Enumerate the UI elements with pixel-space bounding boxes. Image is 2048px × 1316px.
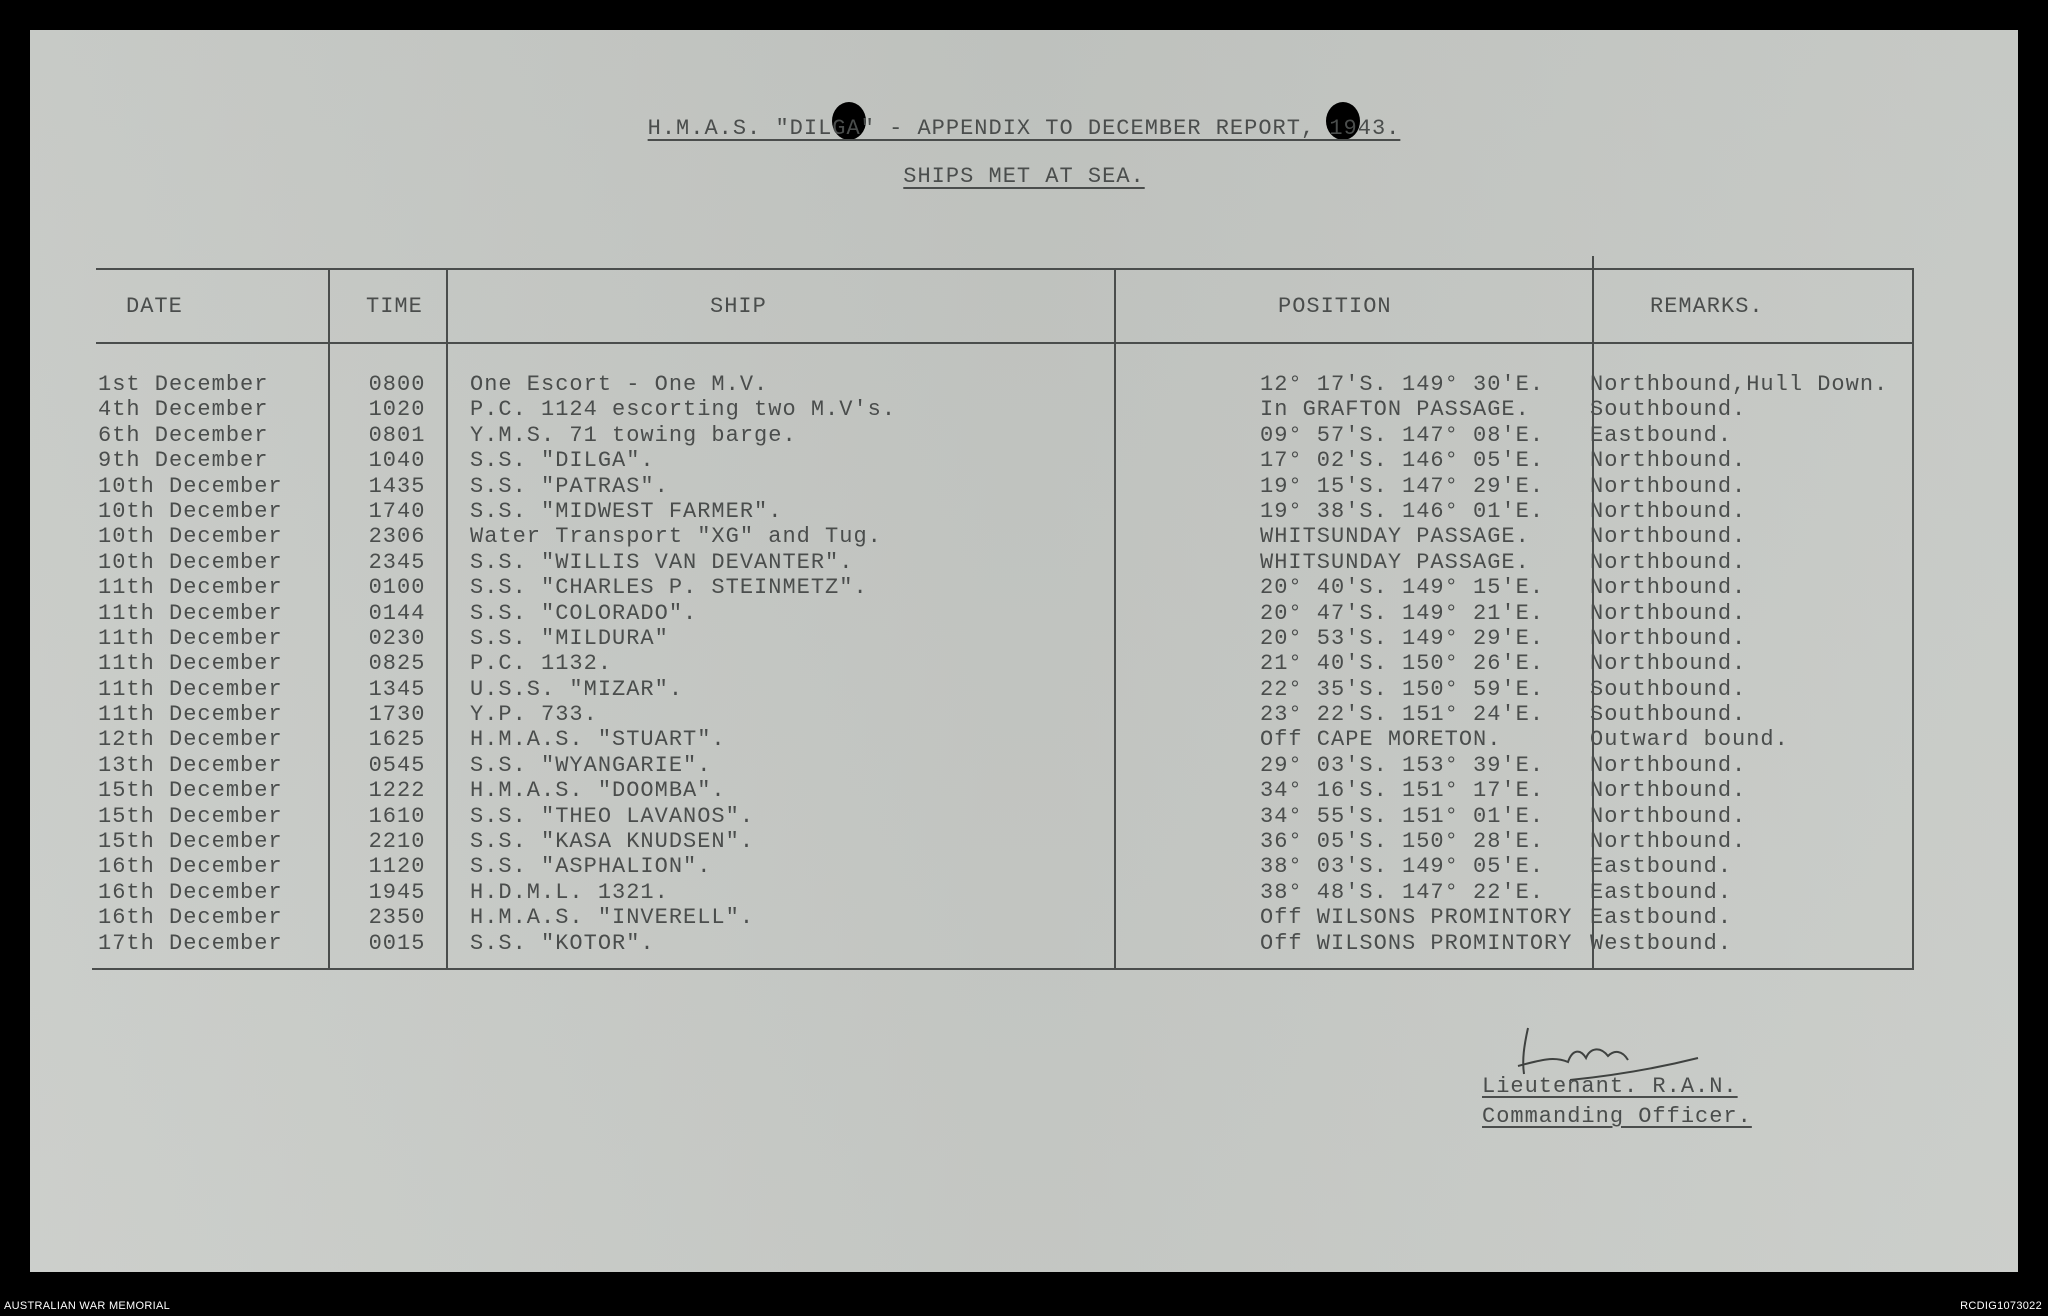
row-time: 0545: [368, 752, 426, 778]
table-row: [30, 575, 2018, 600]
table-row: [30, 702, 2018, 727]
row-ship: S.S. "COLORADO".: [470, 600, 698, 626]
row-remarks: Northbound.: [1590, 549, 1747, 575]
row-position: 12° 17'S. 149° 30'E.: [1260, 372, 1545, 397]
row-date: 4th December: [98, 397, 269, 423]
row-remarks: Eastbound.: [1590, 905, 1733, 931]
table-row: [30, 753, 2018, 778]
row-position: 36° 05'S. 150° 28'E.: [1260, 829, 1545, 855]
table-row: [30, 550, 2018, 575]
column-header-position: POSITION: [1278, 294, 1392, 319]
row-position: 21° 40'S. 150° 26'E.: [1260, 651, 1545, 677]
row-ship: U.S.S. "MIZAR".: [470, 676, 684, 702]
row-date: 11th December: [98, 702, 283, 728]
table-row: [30, 423, 2018, 448]
row-remarks: Northbound.: [1590, 600, 1747, 626]
row-time: 0100: [368, 575, 426, 601]
row-date: 11th December: [98, 625, 283, 651]
row-remarks: Southbound.: [1590, 397, 1747, 423]
row-position: 20° 47'S. 149° 21'E.: [1260, 600, 1545, 626]
row-time: 2345: [368, 549, 426, 575]
row-ship: S.S. "KOTOR".: [470, 930, 655, 956]
row-remarks: Outward bound.: [1590, 727, 1789, 753]
column-header-ship: SHIP: [710, 294, 767, 319]
row-position: 20° 40'S. 149° 15'E.: [1260, 575, 1545, 601]
table-row: [30, 397, 2018, 422]
row-date: 9th December: [98, 448, 269, 474]
table-row: [30, 829, 2018, 854]
row-date: 11th December: [98, 575, 283, 601]
row-position: In GRAFTON PASSAGE.: [1260, 397, 1530, 423]
row-time: 1040: [368, 448, 426, 474]
row-ship: S.S. "KASA KNUDSEN".: [470, 829, 755, 855]
column-header-remarks: REMARKS.: [1650, 294, 1764, 319]
row-remarks: Northbound.: [1590, 752, 1747, 778]
row-date: 11th December: [98, 676, 283, 702]
row-time: 1435: [368, 473, 426, 499]
row-position: 22° 35'S. 150° 59'E.: [1260, 676, 1545, 702]
row-time: 0800: [368, 372, 426, 397]
document-title: H.M.A.S. "DILGA" - APPENDIX TO DECEMBER REPORT, 1943.: [647, 116, 1401, 141]
row-time: 1730: [368, 702, 426, 728]
row-remarks: Northbound,Hull Down.: [1590, 372, 1889, 397]
footer-archive-credit: AUSTRALIAN WAR MEMORIAL: [4, 1300, 171, 1312]
row-remarks: Northbound.: [1590, 803, 1747, 829]
table-header-rule: [96, 342, 1914, 344]
table-row: [30, 499, 2018, 524]
row-position: 20° 53'S. 149° 29'E.: [1260, 625, 1545, 651]
table-row: [30, 651, 2018, 676]
row-position: 38° 48'S. 147° 22'E.: [1260, 879, 1545, 905]
table-row: [30, 804, 2018, 829]
row-position: 38° 03'S. 149° 05'E.: [1260, 854, 1545, 880]
row-ship: S.S. "WILLIS VAN DEVANTER".: [470, 549, 854, 575]
row-date: 15th December: [98, 778, 283, 804]
row-remarks: Eastbound.: [1590, 879, 1733, 905]
row-date: 16th December: [98, 879, 283, 905]
row-date: 10th December: [98, 473, 283, 499]
row-time: 0015: [368, 930, 426, 956]
table-row: [30, 626, 2018, 651]
row-ship: Y.M.S. 71 towing barge.: [470, 422, 797, 448]
row-remarks: Northbound.: [1590, 829, 1747, 855]
row-date: 10th December: [98, 549, 283, 575]
row-date: 11th December: [98, 600, 283, 626]
row-position: Off WILSONS PROMINTORY: [1260, 930, 1573, 956]
row-ship: S.S. "PATRAS".: [470, 473, 669, 499]
table-row: [30, 601, 2018, 626]
row-date: 16th December: [98, 854, 283, 880]
table-row: [30, 372, 2018, 397]
row-position: 34° 55'S. 151° 01'E.: [1260, 803, 1545, 829]
row-ship: S.S. "THEO LAVANOS".: [470, 803, 755, 829]
row-position: 19° 15'S. 147° 29'E.: [1260, 473, 1545, 499]
row-date: 16th December: [98, 905, 283, 931]
row-time: 0801: [368, 422, 426, 448]
row-position: 17° 02'S. 146° 05'E.: [1260, 448, 1545, 474]
row-ship: S.S. "CHARLES P. STEINMETZ".: [470, 575, 868, 601]
row-position: 23° 22'S. 151° 24'E.: [1260, 702, 1545, 728]
row-date: 11th December: [98, 651, 283, 677]
row-time: 1020: [368, 397, 426, 423]
row-ship: S.S. "ASPHALION".: [470, 854, 712, 880]
row-time: 0230: [368, 625, 426, 651]
row-remarks: Northbound.: [1590, 473, 1747, 499]
row-time: 1120: [368, 854, 426, 880]
row-date: 6th December: [98, 422, 269, 448]
row-remarks: Northbound.: [1590, 625, 1747, 651]
column-header-time: TIME: [366, 294, 423, 319]
document-subtitle: SHIPS MET AT SEA.: [903, 164, 1145, 189]
table-body: [30, 372, 2018, 956]
row-ship: One Escort - One M.V.: [470, 372, 769, 397]
row-ship: H.D.M.L. 1321.: [470, 879, 669, 905]
table-row: [30, 931, 2018, 956]
footer-record-id: RCDIG1073022: [1960, 1300, 2042, 1312]
row-remarks: Eastbound.: [1590, 422, 1733, 448]
row-time: 0144: [368, 600, 426, 626]
signatory-role: Commanding Officer.: [1482, 1104, 1752, 1129]
row-time: 2350: [368, 905, 426, 931]
row-remarks: Westbound.: [1590, 930, 1733, 956]
row-ship: P.C. 1132.: [470, 651, 613, 677]
row-ship: P.C. 1124 escorting two M.V's.: [470, 397, 897, 423]
row-time: 1740: [368, 498, 426, 524]
row-date: 10th December: [98, 498, 283, 524]
row-time: 1222: [368, 778, 426, 804]
row-time: 0825: [368, 651, 426, 677]
row-remarks: Southbound.: [1590, 676, 1747, 702]
row-ship: S.S. "DILGA".: [470, 448, 655, 474]
row-remarks: Northbound.: [1590, 778, 1747, 804]
row-time: 1345: [368, 676, 426, 702]
row-date: 10th December: [98, 524, 283, 550]
row-ship: S.S. "MIDWEST FARMER".: [470, 498, 783, 524]
row-ship: S.S. "MILDURA": [470, 625, 669, 651]
row-date: 17th December: [98, 930, 283, 956]
row-position: 34° 16'S. 151° 17'E.: [1260, 778, 1545, 804]
table-row: [30, 474, 2018, 499]
signature-block: [1482, 1072, 1752, 1132]
column-header-date: DATE: [126, 294, 183, 319]
row-remarks: Northbound.: [1590, 651, 1747, 677]
row-ship: H.M.A.S. "STUART".: [470, 727, 726, 753]
row-position: WHITSUNDAY PASSAGE.: [1260, 549, 1530, 575]
row-remarks: Northbound.: [1590, 575, 1747, 601]
row-time: 2210: [368, 829, 426, 855]
row-position: Off CAPE MORETON.: [1260, 727, 1502, 753]
row-date: 1st December: [98, 372, 269, 397]
table-top-rule: [96, 268, 1914, 270]
row-time: 1610: [368, 803, 426, 829]
row-position: 09° 57'S. 147° 08'E.: [1260, 422, 1545, 448]
row-ship: S.S. "WYANGARIE".: [470, 752, 712, 778]
row-position: Off WILSONS PROMINTORY: [1260, 905, 1573, 931]
row-position: 29° 03'S. 153° 39'E.: [1260, 752, 1545, 778]
table-row: [30, 524, 2018, 549]
row-remarks: Northbound.: [1590, 524, 1747, 550]
row-ship: Water Transport "XG" and Tug.: [470, 524, 882, 550]
table-row: [30, 880, 2018, 905]
table-row: [30, 448, 2018, 473]
row-remarks: Northbound.: [1590, 498, 1747, 524]
row-ship: Y.P. 733.: [470, 702, 598, 728]
table-row: [30, 727, 2018, 752]
row-ship: H.M.A.S. "INVERELL".: [470, 905, 755, 931]
row-date: 13th December: [98, 752, 283, 778]
document-page: [30, 30, 2018, 1272]
row-remarks: Northbound.: [1590, 448, 1747, 474]
row-remarks: Southbound.: [1590, 702, 1747, 728]
row-position: WHITSUNDAY PASSAGE.: [1260, 524, 1530, 550]
row-date: 12th December: [98, 727, 283, 753]
signatory-rank: Lieutenant. R.A.N.: [1482, 1074, 1738, 1099]
row-time: 1625: [368, 727, 426, 753]
row-date: 15th December: [98, 829, 283, 855]
row-position: 19° 38'S. 146° 01'E.: [1260, 498, 1545, 524]
row-ship: H.M.A.S. "DOOMBA".: [470, 778, 726, 804]
table-row: [30, 778, 2018, 803]
table-row: [30, 854, 2018, 879]
row-remarks: Eastbound.: [1590, 854, 1733, 880]
row-time: 2306: [368, 524, 426, 550]
row-time: 1945: [368, 879, 426, 905]
table-row: [30, 677, 2018, 702]
table-row: [30, 905, 2018, 930]
row-date: 15th December: [98, 803, 283, 829]
table-bottom-rule: [92, 968, 1914, 970]
